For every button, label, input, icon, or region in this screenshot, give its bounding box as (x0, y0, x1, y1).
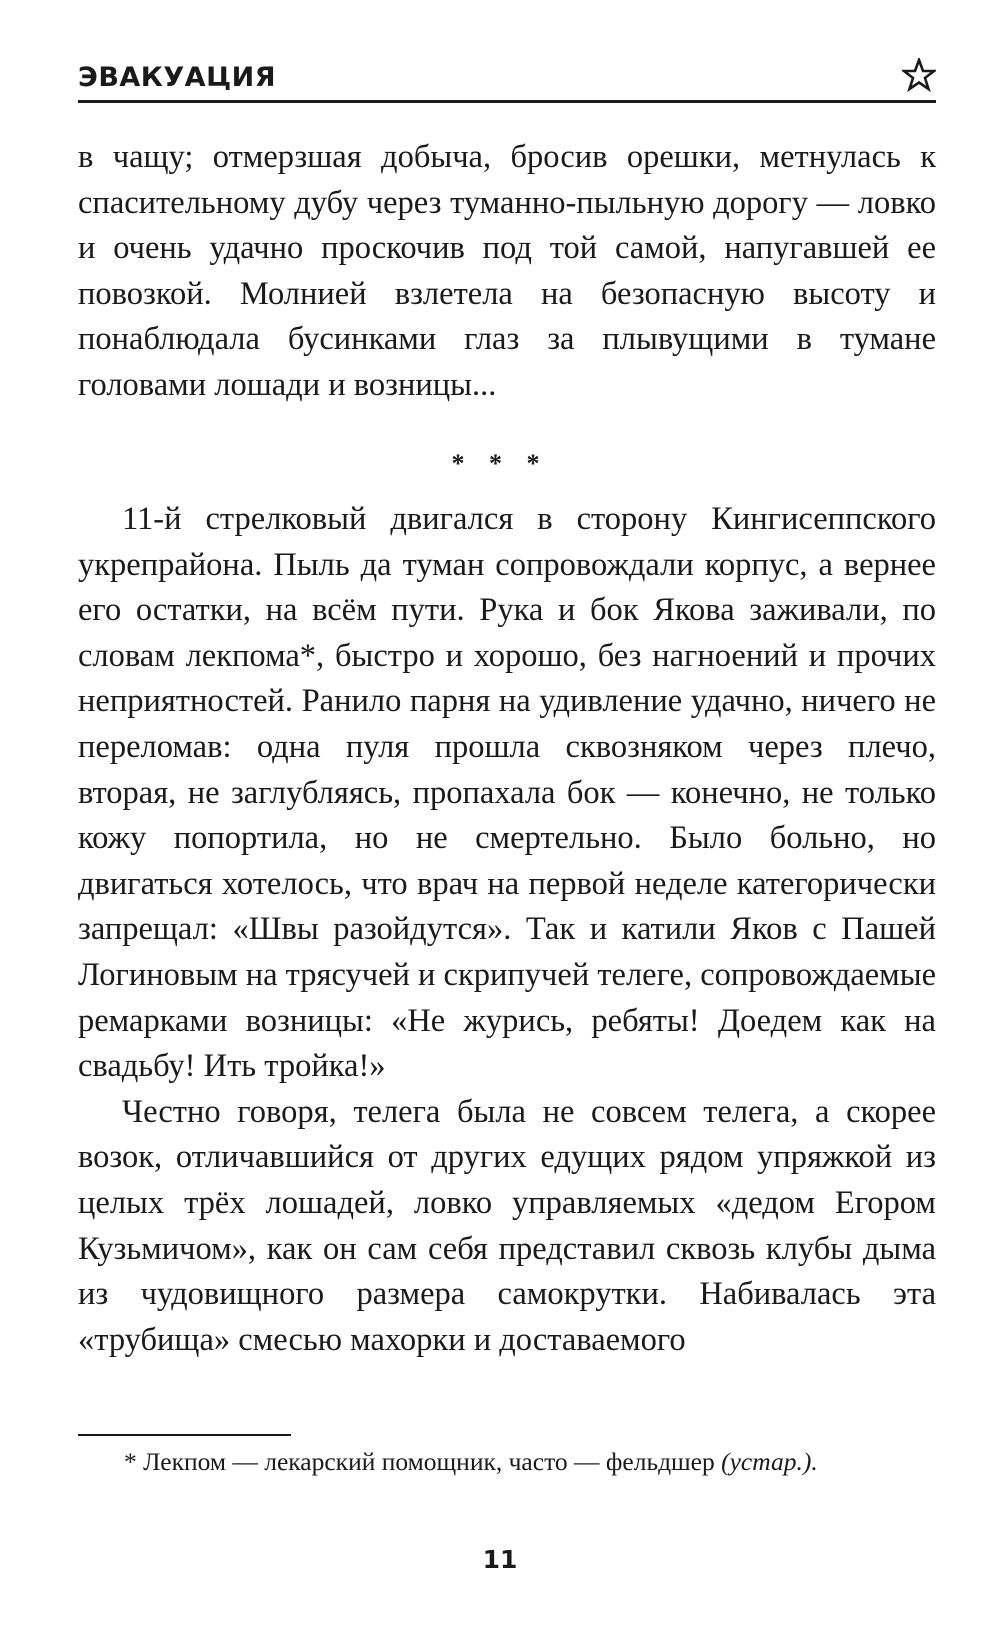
running-head-title: ЭВАКУАЦИЯ (78, 62, 277, 93)
paragraph: 11-й стрелковый двигался в сторону Кингисеппского укрепрайона. Пыль да туман сопровождали корпус, а вернее его остатки, на всём пути. Рука и бок Якова заживали, по словам лекпома*, быстро и хорошо, без нагноений и прочих неприятностей. Ранило парня на удивление удачно, ничего не переломав: одна пуля прошла сквозняком через плечо, вторая, не заглубляясь, пропахала бок — конечно, не только кожу попортила, но не смертельно. Было больно, но двигаться хотелось, что врач на первой неделе категорически запрещал: «Швы разойдутся». Так и катили Яков с Пашей Логиновым на трясучей и скрипучей телеге, сопровождаемые ремарками возницы: «Не журись, ребяты! Доедем как на свадьбу! Ить тройка!» (78, 501, 936, 1085)
page-number: 11 (482, 1545, 518, 1574)
body-text-top (78, 135, 936, 409)
star-outline-icon (902, 58, 936, 92)
footnote (78, 1444, 936, 1479)
running-head (78, 58, 936, 103)
paragraph-continued: в чащу; отмерзшая добыча, бросив орешки, метнулась к спасительному дубу через туманно-пыльную дорогу — ловко и очень удачно проскочив под той самой, напугавшей ее повозкой. Молнией взлетела на безопасную высоту и понаблюдала бусинками глаз за плывущими в тумане головами лошади и возницы... (78, 139, 936, 403)
footnote-note: (устар.). (721, 1447, 818, 1476)
scene-break: * * * (451, 449, 549, 478)
footnote-divider (78, 1434, 291, 1436)
footnote-text: * Лекпом — лекарский помощник, часто — фельдшер (124, 1447, 715, 1476)
body-text-main (78, 497, 936, 1363)
paragraph: Честно говоря, телега была не совсем телега, а скорее возок, отличавшийся от других едущих рядом упряжкой из целых трёх лошадей, ловко управляемых «дедом Егором Кузьмичом», как он сам себя представил сквозь клубы дыма из чудовищного размера самокрутки. Набивалась эта «трубища» смесью махорки и доставаемого (78, 1093, 936, 1358)
